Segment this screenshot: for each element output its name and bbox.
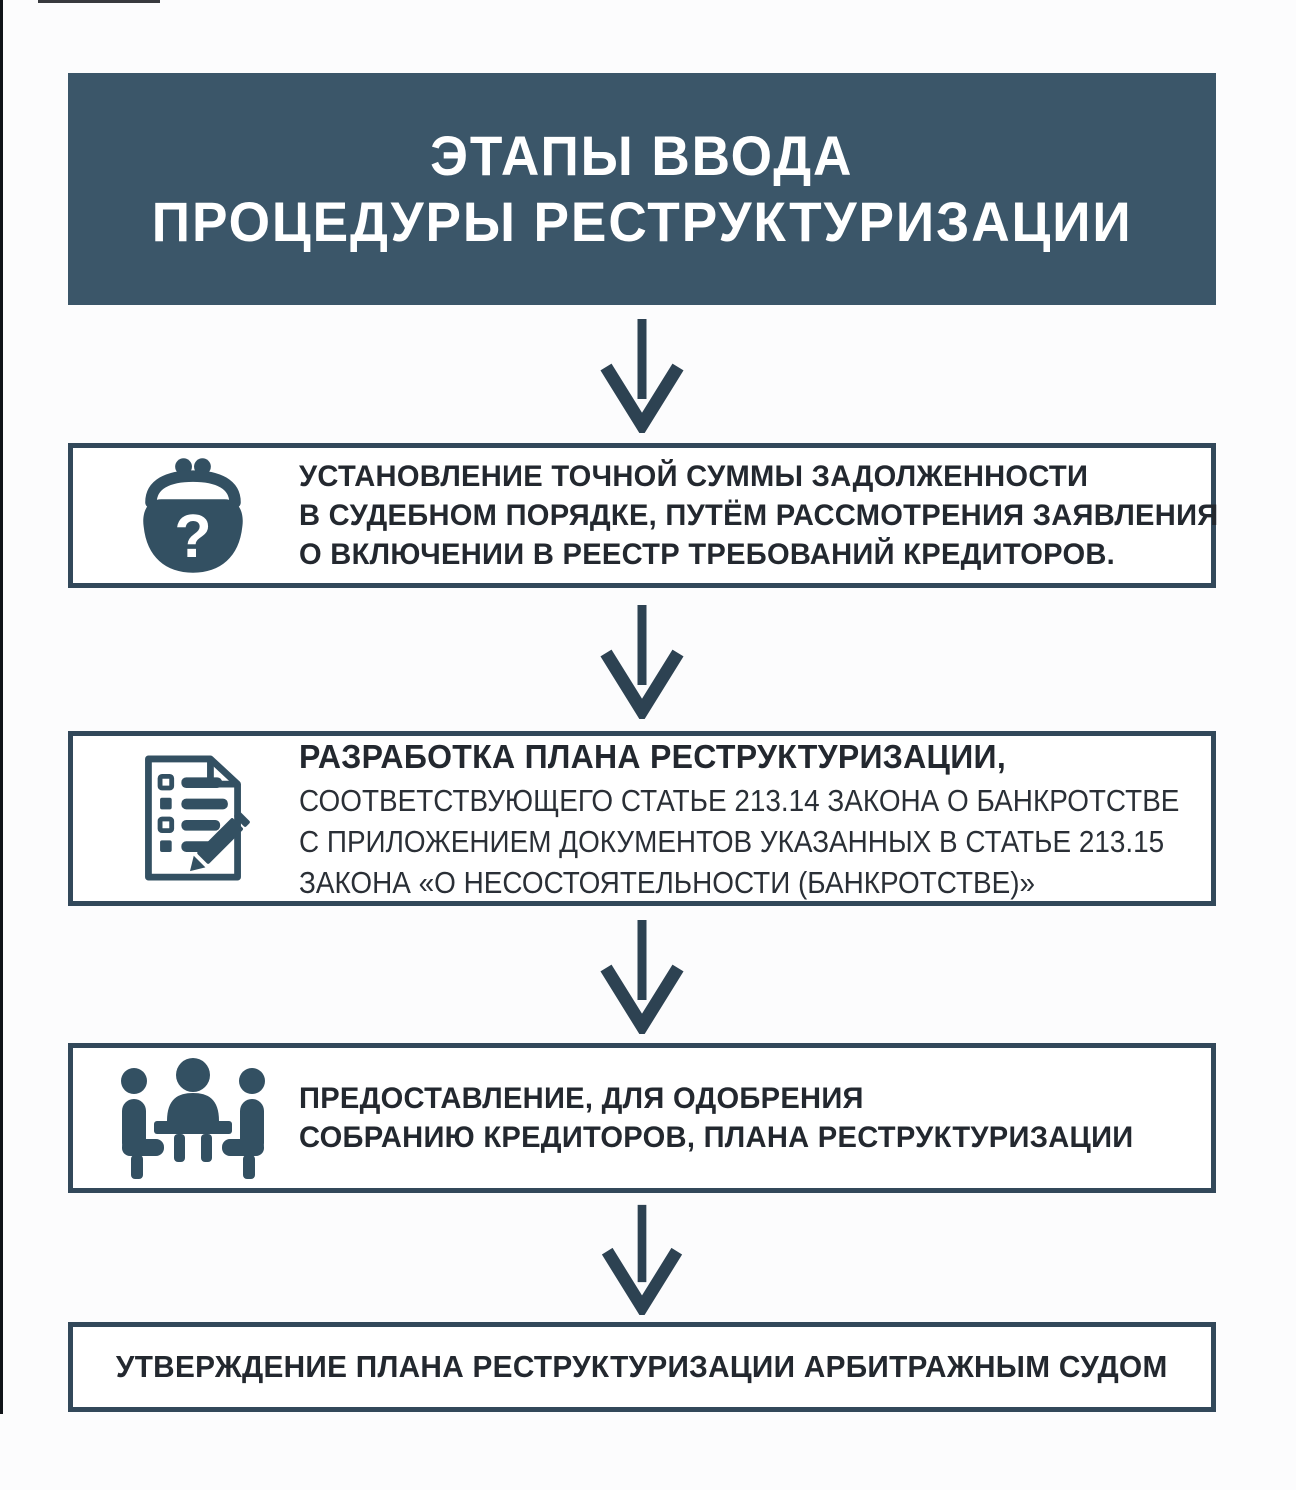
- meeting-icon: [118, 1055, 268, 1181]
- step-2-text: [299, 734, 1277, 903]
- step-1-text: [299, 457, 1247, 574]
- flow-arrow-4: [68, 1193, 1216, 1322]
- checklist-pencil-icon: [131, 750, 255, 888]
- step-2-detail-3: ЗАКОНА «О НЕСОСТОЯТЕЛЬНОСТИ (БАНКРОТСТВЕ)»: [299, 865, 1036, 900]
- arrow-down-icon: [567, 315, 717, 433]
- step-2-detail-2: С ПРИЛОЖЕНИЕМ ДОКУМЕНТОВ УКАЗАННЫХ В СТАТЬЕ 213.15: [299, 824, 1165, 859]
- step-box-2: [68, 731, 1216, 906]
- page-title-line2: ПРОЦЕДУРЫ РЕСТРУКТУРИЗАЦИИ: [151, 190, 1133, 253]
- arrow-down-icon: [567, 916, 717, 1034]
- step-box-1: [68, 443, 1219, 588]
- flow-arrow-3: [68, 906, 1216, 1043]
- step-1-line-1: УСТАНОВЛЕНИЕ ТОЧНОЙ СУММЫ ЗАДОЛЖЕННОСТИ: [299, 460, 1089, 493]
- step-3-text: [299, 1079, 1159, 1157]
- step-2-detail-1: СООТВЕТСТВУЮЩЕГО СТАТЬЕ 213.14 ЗАКОНА О БАНКРОТСТВЕ: [299, 783, 1180, 818]
- page-title-line1: ЭТАПЫ ВВОДА: [430, 124, 854, 187]
- step-1-line-2: В СУДЕБНОМ ПОРЯДКЕ, ПУТЁМ РАССМОТРЕНИЯ ЗАЯВЛЕНИЯ: [299, 499, 1219, 532]
- step-box-4: [68, 1322, 1216, 1412]
- step-2-icon-cell: [113, 750, 273, 888]
- arrow-down-icon: [567, 1201, 717, 1315]
- photo-edge-line-top: [38, 0, 160, 3]
- step-box-3: [68, 1043, 1216, 1193]
- flow-arrow-2: [68, 588, 1216, 731]
- purse-question-icon: [129, 453, 257, 579]
- step-1-line-3: О ВКЛЮЧЕНИИ В РЕЕСТР ТРЕБОВАНИЙ КРЕДИТОРОВ.: [299, 538, 1116, 571]
- step-3-line-1: ПРЕДОСТАВЛЕНИЕ, ДЛЯ ОДОБРЕНИЯ: [299, 1082, 864, 1115]
- step-3-icon-cell: [113, 1055, 273, 1181]
- flow-arrow-1: [68, 305, 1216, 443]
- step-2-heading: РАЗРАБОТКА ПЛАНА РЕСТРУКТУРИЗАЦИИ,: [299, 738, 1007, 775]
- question-mark-glyph: ?: [174, 501, 212, 570]
- arrow-down-icon: [567, 601, 717, 719]
- step-3-line-2: СОБРАНИЮ КРЕДИТОРОВ, ПЛАНА РЕСТРУКТУРИЗАЦИИ: [299, 1121, 1134, 1154]
- title-banner: [68, 73, 1216, 305]
- photo-edge-line-left: [0, 0, 3, 1414]
- step-1-icon-cell: [113, 453, 273, 579]
- step-4-line-1: УТВЕРЖДЕНИЕ ПЛАНА РЕСТРУКТУРИЗАЦИИ АРБИТРАЖНЫМ СУДОМ: [116, 1349, 1168, 1384]
